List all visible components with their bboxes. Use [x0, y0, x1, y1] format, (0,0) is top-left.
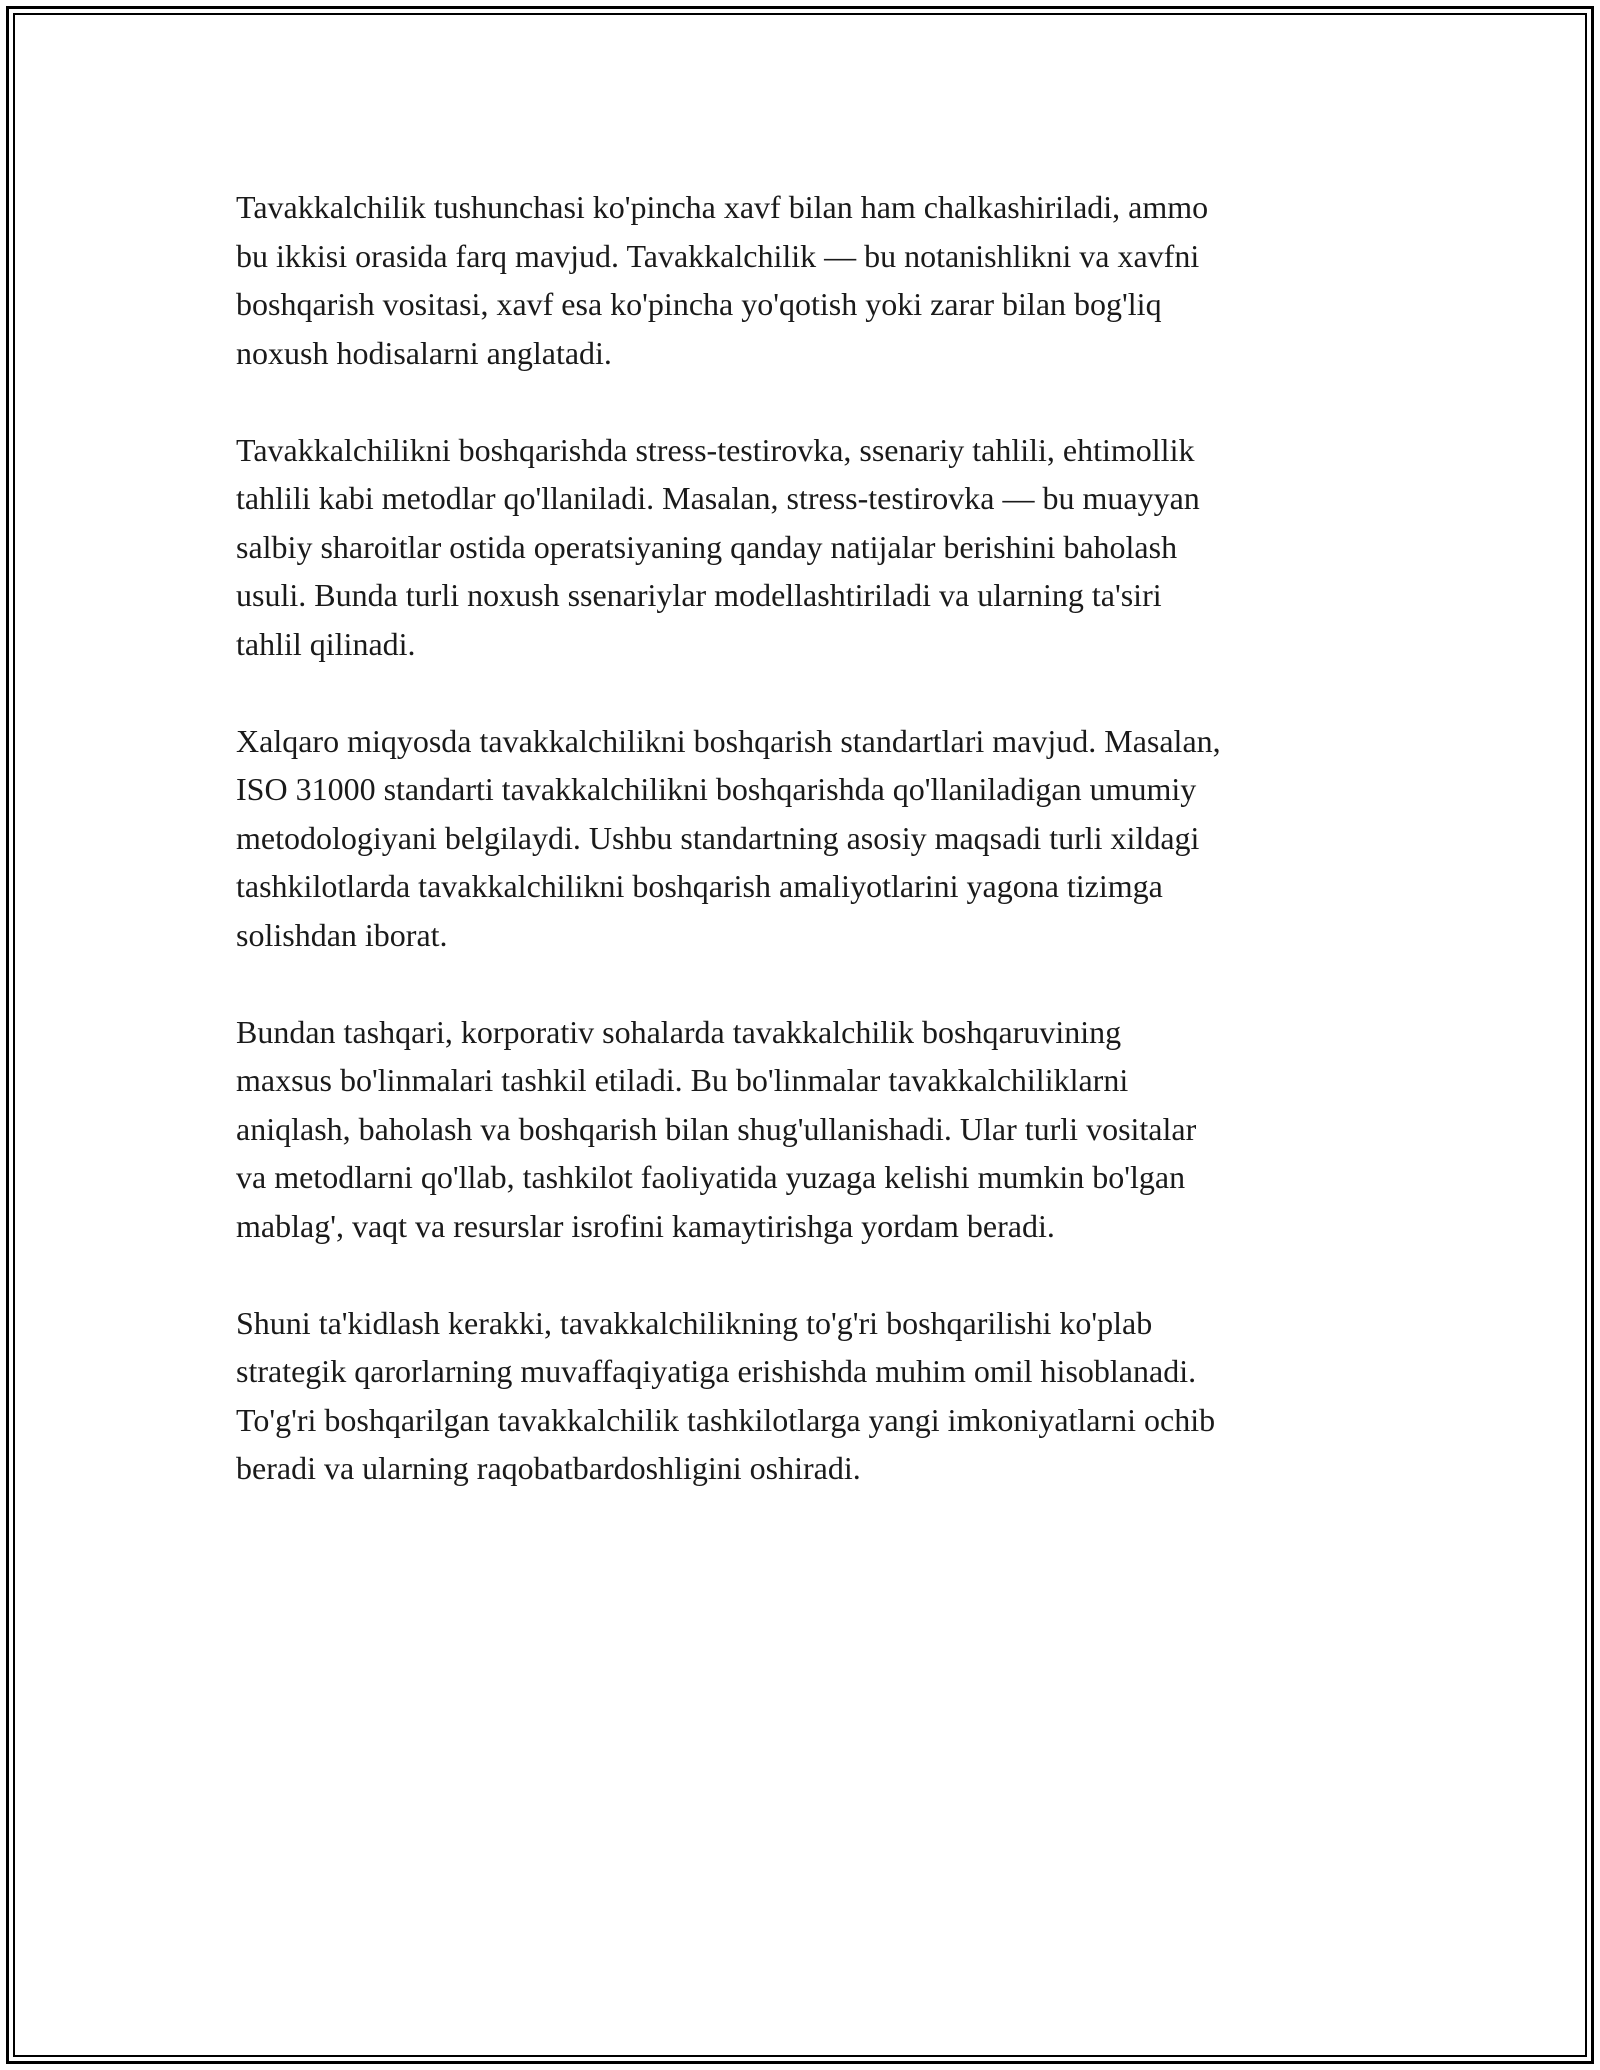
paragraph-4: [236, 1008, 1376, 1251]
paragraph-3: [236, 717, 1376, 960]
text-line: beradi va ularning raqobatbardoshligini oshiradi.: [236, 1450, 861, 1486]
paragraph-1: [236, 183, 1376, 377]
text-line: metodologiyani belgilaydi. Ushbu standartning asosiy maqsadi turli xildagi: [236, 819, 1200, 856]
text-line: Tavakkalchilik tushunchasi ko'pincha xavf bilan ham chalkashiriladi, ammo: [236, 189, 1209, 225]
text-line: aniqlash, baholash va boshqarish bilan shug'ullanishadi. Ular turli vositalar: [236, 1110, 1197, 1147]
text-line: solishdan iborat.: [236, 916, 448, 953]
text-line: tahlili kabi metodlar qo'llaniladi. Masalan, stress-testirovka — bu muayyan: [236, 480, 1200, 516]
text-line: maxsus bo'linmalari tashkil etiladi. Bu bo'linmalar tavakkalchiliklarni: [236, 1062, 1129, 1098]
text-line: bu ikkisi orasida farq mavjud. Tavakkalchilik — bu notanishlikni va xavfni: [236, 237, 1200, 274]
paragraph-2: [236, 426, 1376, 669]
text-line: Shuni ta'kidlash kerakki, tavakkalchilikning to'g'ri boshqarilishi ko'plab: [236, 1304, 1153, 1341]
text-line: strategik qarorlarning muvaffaqiyatiga erishishda muhim omil hisoblanadi.: [236, 1353, 1197, 1389]
text-line: To'g'ri boshqarilgan tavakkalchilik tashkilotlarga yangi imkoniyatlarni ochib: [236, 1401, 1216, 1438]
text-line: Xalqaro miqyosda tavakkalchilikni boshqarish standartlari mavjud. Masalan,: [236, 722, 1221, 759]
text-line: Bundan tashqari, korporativ sohalarda tavakkalchilik boshqaruvining: [236, 1013, 1122, 1050]
text-line: noxush hodisalarni anglatadi.: [236, 334, 612, 371]
text-line: usuli. Bunda turli noxush ssenariylar modellashtiriladi va ularning ta'siri: [236, 577, 1162, 613]
text-line: tashkilotlarda tavakkalchilikni boshqarish amaliyotlarini yagona tizimga: [236, 868, 1163, 904]
text-line: va metodlarni qo'llab, tashkilot faoliyatida yuzaga kelishi mumkin bo'lgan: [236, 1159, 1186, 1195]
text-line: boshqarish vositasi, xavf esa ko'pincha yo'qotish yoki zarar bilan bog'liq: [236, 286, 1162, 322]
text-line: tahlil qilinadi.: [236, 625, 416, 662]
text-line: Tavakkalchilikni boshqarishda stress-testirovka, ssenariy tahlili, ehtimollik: [236, 431, 1195, 468]
document-body: [236, 183, 1376, 1541]
text-line: salbiy sharoitlar ostida operatsiyaning qanday natijalar berishini baholash: [236, 528, 1178, 565]
paragraph-5: [236, 1299, 1376, 1493]
text-line: mablag', vaqt va resurslar isrofini kamaytirishga yordam beradi.: [236, 1207, 1055, 1244]
text-line: ISO 31000 standarti tavakkalchilikni boshqarishda qo'llaniladigan umumiy: [236, 771, 1197, 807]
